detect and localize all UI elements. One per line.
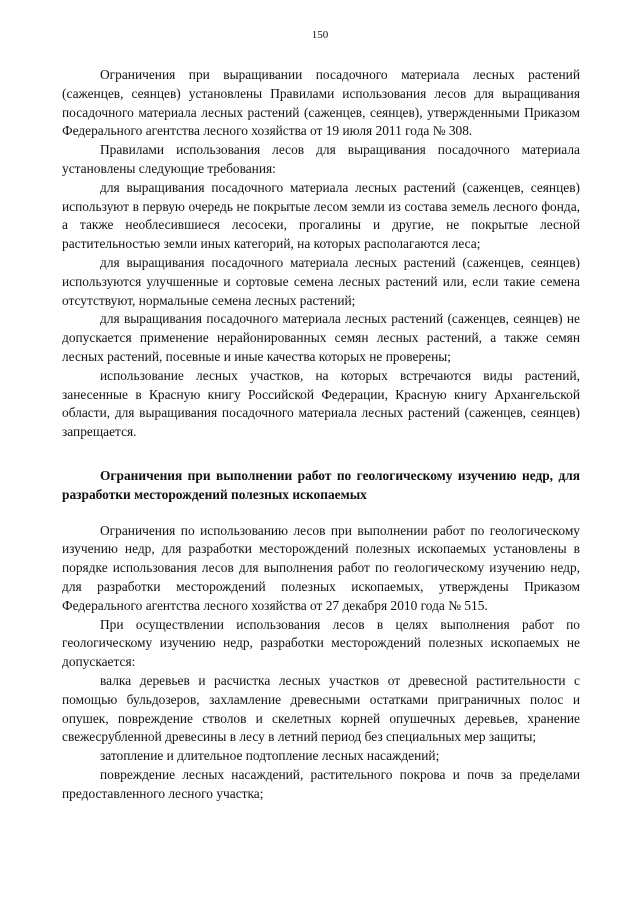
paragraph: Ограничения при выращивании посадочного материала лесных растений (саженцев, сеянцев) установлены Правилами использования лесов для выращивания посадочного материала лесных растений (саженцев, сеянцев), утвержденными Приказом Федерального агентства лесного хозяйства от 19 июля 2011 года № 308. xyxy=(62,67,580,139)
paragraph: Ограничения по использованию лесов при выполнении работ по геологическому изучению недр, для разработки месторождений полезных ископаемых установлены в порядке использования лесов для выполнения работ по геологическому изучению недр, для разработки месторождений полезных ископаемых, утверждены Приказом Федерального агентства лесного хозяйства от 27 декабря 2010 года № 515. xyxy=(62,522,580,613)
list-item: для выращивания посадочного материала лесных растений (саженцев, сеянцев) используют в первую очередь не покрытые лесом земли из состава земель лесного фонда, а также необлесившиеся лесосеки, прогалины и другие, не покрытые лесной растительностью земли иных категорий, на которых располагаются леса; xyxy=(62,179,580,252)
list-item: для выращивания посадочного материала лесных растений (саженцев, сеянцев) не допускается применение нерайонированных семян лесных растений, а также семян лесных растений, посевные и иные качества которых не проверены; xyxy=(62,311,580,364)
paragraph: Правилами использования лесов для выращивания посадочного материала установлены следующие требования: xyxy=(62,142,580,176)
list-item: использование лесных участков, на которых встречаются виды растений, занесенные в Красную книгу Российской Федерации, Красную книгу Архангельской области, для выращивания посадочного материала лесных растений (саженцев, сеянцев) запрещается. xyxy=(62,367,580,440)
list-item: затопление и длительное подтопление лесных насаждений; xyxy=(100,748,440,764)
paragraph: При осуществлении использования лесов в целях выполнения работ по геологическому изучению недр, разработки месторождений полезных ископаемых не допускается: xyxy=(62,616,580,670)
list-item: для выращивания посадочного материала лесных растений (саженцев, сеянцев) используются улучшенные и сортовые семена лесных растений или, если такие семена отсутствуют, нормальные семена лесных растений; xyxy=(62,254,580,308)
list-item: повреждение лесных насаждений, растительного покрова и почв за пределами предоставленного лесного участка; xyxy=(62,766,580,801)
page-content xyxy=(62,66,580,803)
section-heading: Ограничения при выполнении работ по геологическому изучению недр, для разработки месторождений полезных ископаемых xyxy=(62,467,580,502)
list-item: валка деревьев и расчистка лесных участков от древесной растительности с помощью бульдозеров, захламление древесными остатками приграничных полос и опушек, повреждение стволов и скелетных корней опушечных деревьев, хранение свежесрубленной древесины в лесу в летний период без специальных мер защиты; xyxy=(62,672,580,745)
page-number: 150 xyxy=(311,29,329,41)
